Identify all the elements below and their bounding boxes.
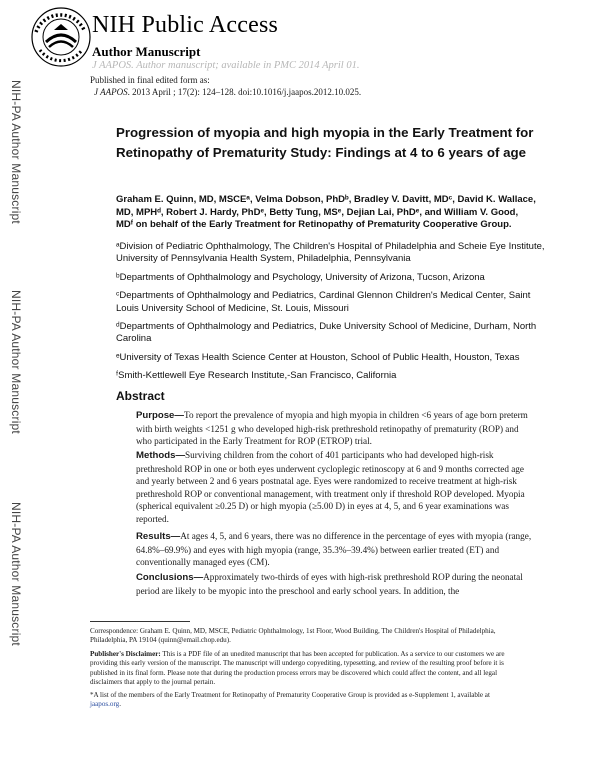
affiliation: ᵃDivision of Pediatric Ophthalmology, The Children's Hospital of Philadelphia and Scheie Eye Institute, University of Pennsylvania Health System, Philadelphia, Pennsylvania [116, 241, 545, 265]
affiliation: ᶠSmith-Kettlewell Eye Research Institute,-San Francisco, California [116, 370, 397, 382]
availability-note: J AAPOS. Author manuscript; available in PMC 2014 April 01. [92, 60, 360, 71]
conclusions-text: Approximately two-thirds of eyes with high-risk prethreshold ROP during the neonatal period are likely to be myopic into the preschool and early school years. In addition, the [136, 572, 523, 596]
sidebar-label: NIH-PA Author Manuscript [9, 290, 23, 434]
members-note-text: *A list of the members of the Early Treatment for Retinopathy of Prematurity Cooperative Group is provided as e-Supplement 1, available at [90, 691, 490, 699]
nih-title: NIH Public Access [92, 12, 279, 38]
members-note-end: . [119, 700, 122, 709]
affiliations [116, 241, 546, 389]
purpose-text: To report the prevalence of myopia and high myopia in children <6 years of age born preterm with birth weights <1251 g who developed high-risk prethreshold retinopathy of prematurity (ROP) and who participated in the Early Treatment for ROP (ETROP) trial. [136, 410, 528, 447]
purpose-label: Purpose— [136, 410, 184, 421]
affiliation: ᶜDepartments of Ophthalmology and Pediatrics, Cardinal Glennon Children's Medical Center, Saint Louis University School of Medicine, St. Louis, Missouri [116, 290, 531, 314]
disclaimer-label: Publisher's Disclaimer: [90, 650, 161, 658]
disclaimer-text: This is a PDF file of an unedited manuscript that has been accepted for publication. As a service to our customers we are providing this early version of the manuscript. The manuscript will undergo copyediting, typesetting, and review of the resulting proof before it is published in its final form. Please note that during the production process errors may be discovered which could affect the content, and all legal disclaimers that apply to the journal pertain. [90, 650, 505, 687]
nih-seal-icon [30, 6, 92, 68]
affiliation: ᵈDepartments of Ophthalmology and Pediatrics, Duke University School of Medicine, Durham, North Carolina [116, 321, 537, 345]
methods-label: Methods— [136, 450, 186, 461]
sidebar-label: NIH-PA Author Manuscript [9, 502, 23, 646]
footnote-divider [90, 621, 190, 622]
publisher-disclaimer [90, 650, 510, 688]
abstract-purpose [136, 409, 536, 448]
results-label: Results— [136, 531, 181, 542]
author-manuscript-label: Author Manuscript [92, 44, 201, 59]
methods-text: Surviving children from the cohort of 401 participants who had developed high-risk prethreshold ROP in one or both eyes underwent cycloplegic retinoscopy at 6 and 9 months corrected age and yearly between 2 and 6 years postnatal age. Eyes were randomized to receive treatment at high-risk prethreshold ROP or conventional management, with treatment only if threshold ROP developed. Myopia (spherical equivalent ≥0.25 D) or high myopia (≥5.00 D) in eyes at 4, 5, and 6 year examinations was reported. [136, 450, 525, 524]
published-in-label: Published in final edited form as: [90, 75, 210, 85]
article-title: Progression of myopia and high myopia in the Early Treatment for Retinopathy of Prematurity Study: Findings at 4 to 6 years of age [116, 125, 534, 160]
citation [90, 86, 361, 98]
publication-info [90, 74, 361, 98]
abstract-methods [136, 449, 536, 526]
citation-details: . 2013 April ; 17(2): 124–128. doi:10.1016/j.jaapos.2012.10.025. [127, 87, 362, 97]
members-note [90, 691, 510, 710]
journal-name: J AAPOS [94, 87, 128, 97]
abstract-heading: Abstract [116, 389, 165, 403]
author-list: Graham E. Quinn, MD, MSCEᵃ, Velma Dobson, PhDᵇ, Bradley V. Davitt, MDᶜ, David K. Wallace, MD, MPHᵈ, Robert J. Hardy, PhDᵉ, Betty Tung, MSᵉ, Dejian Lai, PhDᵉ, and William V. Good, MDᶠ on behalf of the Early Treatment for Retinopathy of Prematurity Cooperative Group. [116, 194, 536, 231]
nih-header [30, 6, 590, 71]
results-text: At ages 4, 5, and 6 years, there was no difference in the percentage of eyes with myopia (range, 64.8%–69.9%) and eyes with high myopia (range, 35.3%–39.4%) between earlier treated (ET) and conventionally managed eyes (CM). [136, 531, 532, 568]
sidebar-label: NIH-PA Author Manuscript [9, 80, 23, 224]
abstract-results [136, 530, 536, 569]
supplement-link[interactable]: jaapos.org [90, 700, 120, 709]
conclusions-label: Conclusions— [136, 572, 204, 583]
abstract-conclusions [136, 571, 536, 597]
affiliation: ᵇDepartments of Ophthalmology and Psychology, University of Arizona, Tucson, Arizona [116, 271, 485, 283]
affiliation: ᵉUniversity of Texas Health Science Center at Houston, School of Public Health, Houston, Texas [116, 351, 520, 363]
correspondence-note: Correspondence: Graham E. Quinn, MD, MSCE, Pediatric Ophthalmology, 1st Floor, Wood Building, The Children's Hospital of Philadelphia, Philadelphia, PA 19104 (quinn@email.chop.edu). [90, 627, 496, 645]
